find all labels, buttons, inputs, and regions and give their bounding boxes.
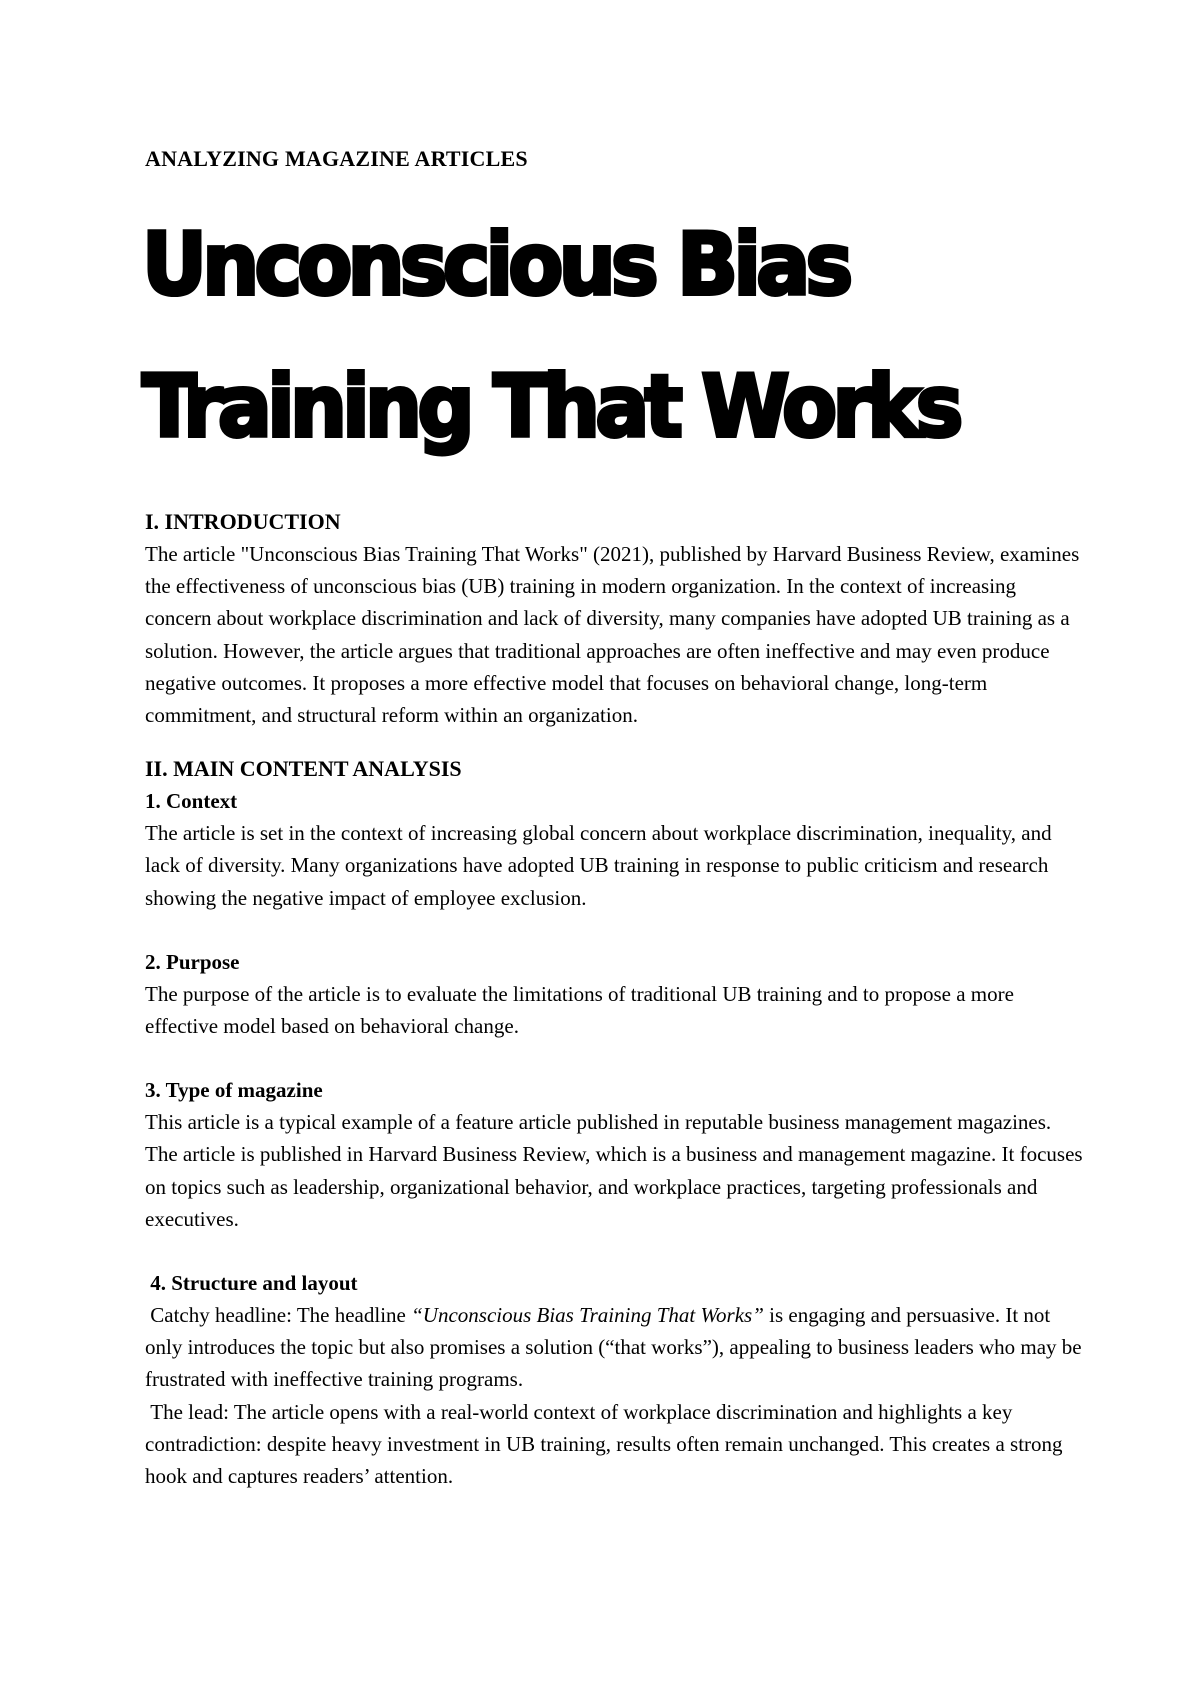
structure-heading: 4. Structure and layout — [145, 1271, 358, 1296]
document-kicker: ANALYZING MAGAZINE ARTICLES — [145, 146, 528, 171]
headline-line-1: Unconscious Bias — [142, 215, 849, 315]
main-analysis-section — [145, 753, 1085, 1492]
document-content — [142, 146, 1087, 1492]
article-headline — [142, 194, 1019, 478]
structure-headline-quote: “Unconscious Bias Training That Works” — [411, 1303, 764, 1328]
structure-headline-rest: is engaging and persuasive. It not only introduces the topic but also promises a solution (“that works”), appealing to business leaders who may be frustrated with ineffective training programs. — [145, 1303, 1087, 1392]
spacer — [145, 914, 1085, 946]
structure-lead-paragraph: The lead: The article opens with a real-world context of workplace discrimination and highlights a key contradiction: despite heavy investment in UB training, results often remain unchanged. This creates a strong hook and captures readers’ attention. — [145, 1399, 1068, 1489]
introduction-section — [145, 506, 1085, 731]
magazine-type-body: This article is a typical example of a feature article published in reputable business management magazines. The article is published in Harvard Business Review, which is a business and management magazine. It focuses on topics such as leadership, organizational behavior, and workplace practices, targeting professionals and executives. — [145, 1110, 1083, 1231]
headline-line-2: Training That Works — [142, 357, 959, 457]
context-body: The article is set in the context of increasing global concern about workplace discrimination, inequality, and lack of diversity. Many organizations have adopted UB training in response to public criticism and research showing the negative impact of employee exclusion. — [145, 821, 1052, 910]
introduction-heading: I. INTRODUCTION — [145, 509, 341, 534]
structure-headline-intro: Catchy headline: The headline — [145, 1303, 412, 1328]
context-heading: 1. Context — [145, 789, 238, 814]
purpose-heading: 2. Purpose — [145, 949, 240, 974]
main-analysis-heading: II. MAIN CONTENT ANALYSIS — [145, 756, 462, 782]
spacer — [145, 1042, 1085, 1074]
introduction-body: The article "Unconscious Bias Training That Works" (2021), published by Harvard Business Review, examines the effectiveness of unconscious bias (UB) training in modern organization. In the context of increasing concern about workplace discrimination and lack of diversity, many companies have adopted UB training as a solution. However, the article argues that traditional approaches are often ineffective and may even produce negative outcomes. It proposes a more effective model that focuses on behavioral change, long-term commitment, and structural reform within an organization. — [145, 542, 1080, 728]
spacer — [145, 1235, 1085, 1267]
purpose-body: The purpose of the article is to evaluate the limitations of traditional UB training and to propose a more effective model based on behavioral change. — [145, 981, 1014, 1039]
magazine-type-heading: 3. Type of magazine — [145, 1078, 323, 1103]
structure-headline-paragraph — [145, 1299, 1085, 1396]
